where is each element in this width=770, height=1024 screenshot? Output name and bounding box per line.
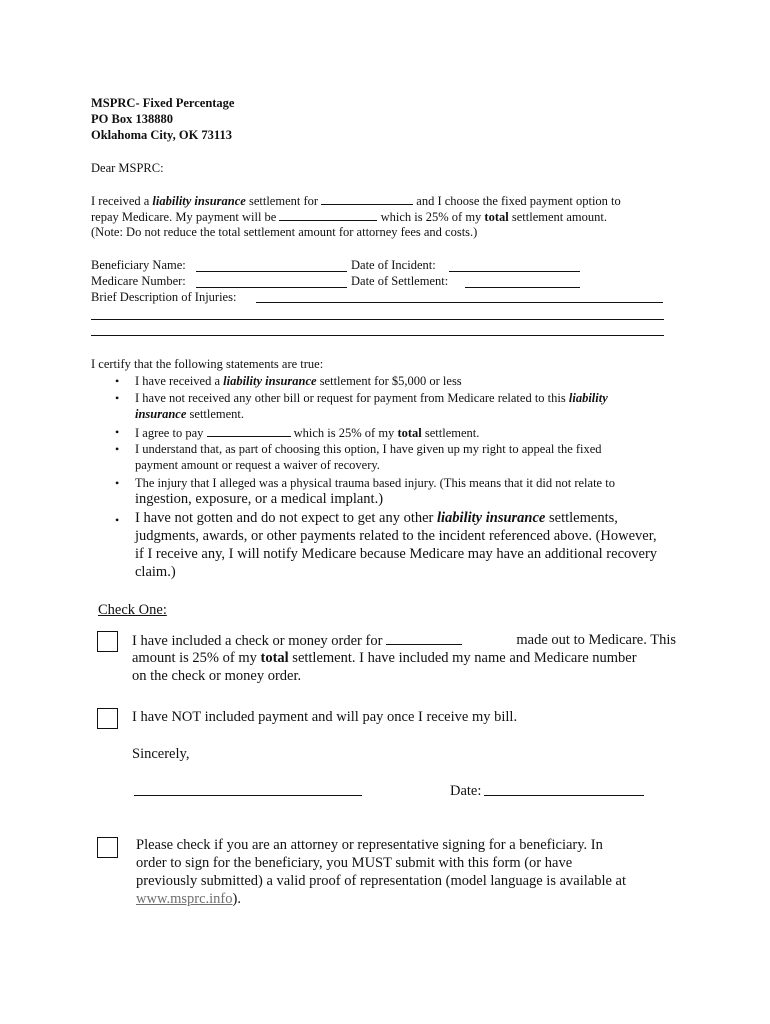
certify-heading: I certify that the following statements are true: <box>91 357 324 371</box>
medicare-number-label: Medicare Number: <box>91 274 186 288</box>
msprc-link[interactable]: www.msprc.info <box>136 891 233 907</box>
address-line-2: PO Box 138880 <box>91 112 173 126</box>
certify-text: settlement. <box>186 407 245 421</box>
option-1-line-3: on the check or money order. <box>132 668 302 684</box>
salutation: Dear MSPRC: <box>91 161 164 175</box>
certify-item-2-cont <box>135 406 244 422</box>
date-of-settlement-label: Date of Settlement: <box>351 274 449 288</box>
injuries-field-line-1[interactable] <box>256 302 663 303</box>
bullet-icon: • <box>115 391 120 405</box>
attorney-checkbox[interactable] <box>97 837 118 858</box>
certify-item-3 <box>135 424 479 441</box>
certify-total: total <box>397 426 422 440</box>
beneficiary-name-label: Beneficiary Name: <box>91 258 186 272</box>
certify-text: which is 25% of my <box>290 426 398 440</box>
attorney-line-2: order to sign for the beneficiary, you MUST submit with this form (or have <box>136 855 573 871</box>
attorney-line-4 <box>136 890 241 909</box>
certify-item-4-line-2: payment amount or request a waiver of recovery. <box>135 458 380 472</box>
attorney-line-1: Please check if you are an attorney or representative signing for a beneficiary. In <box>136 837 603 853</box>
date-field[interactable] <box>484 795 644 796</box>
date-label: Date: <box>450 783 482 799</box>
certify-item-5-line-2: ingestion, exposure, or a medical implant.) <box>135 491 384 507</box>
injuries-label: Brief Description of Injuries: <box>91 290 237 304</box>
settlement-amount-blank[interactable] <box>321 192 413 205</box>
injuries-field-line-2[interactable] <box>91 319 664 320</box>
certify-item-6-line-3: if I receive any, I will notify Medicare because Medicare may have an additional recovery <box>135 546 658 562</box>
option-text: settlement. I have included my name and Medicare number <box>288 650 637 666</box>
signature-field[interactable] <box>134 795 362 796</box>
intro-text: settlement amount. <box>508 210 607 224</box>
certify-item-6-line-1 <box>135 509 618 528</box>
intro-emphasis: liability insurance <box>152 194 246 208</box>
certify-text: I have not received any other bill or request for payment from Medicare related to this <box>135 391 569 405</box>
intro-text: I received a <box>91 194 153 208</box>
option-text: made out to Medicare. This <box>516 632 676 648</box>
intro-text: and I choose the fixed payment option to <box>413 194 621 208</box>
certify-text: I agree to pay <box>135 426 207 440</box>
option-total: total <box>260 650 289 666</box>
option-1-line-1 <box>132 631 676 651</box>
option-2: I have NOT included payment and will pay once I receive my bill. <box>132 709 518 725</box>
certify-emphasis: insurance <box>135 407 187 421</box>
injuries-field-line-3[interactable] <box>91 335 664 336</box>
certify-text: settlement. <box>421 426 480 440</box>
certify-item-4-line-1: I understand that, as part of choosing this option, I have given up my right to appeal the fixed <box>135 442 602 456</box>
intro-text: settlement for <box>245 194 322 208</box>
check-one-heading: Check One: <box>98 602 167 618</box>
address-line-3: Oklahoma City, OK 73113 <box>91 128 232 142</box>
certify-emphasis: liability insurance <box>437 510 546 526</box>
attorney-line-3: previously submitted) a valid proof of representation (model language is available at <box>136 873 627 889</box>
date-of-incident-field[interactable] <box>449 271 580 272</box>
certify-emphasis: liability <box>568 391 608 405</box>
certify-item-6-line-2: judgments, awards, or other payments related to the incident referenced above. (However, <box>135 528 657 544</box>
address-line-1: MSPRC- Fixed Percentage <box>91 96 235 110</box>
date-of-settlement-field[interactable] <box>465 287 580 288</box>
certify-item-5-line-1: The injury that I alleged was a physical trauma based injury. (This means that it did not relate to <box>135 476 615 490</box>
bullet-icon: • <box>115 425 120 439</box>
include-payment-checkbox[interactable] <box>97 631 118 652</box>
date-of-incident-label: Date of Incident: <box>351 258 436 272</box>
no-payment-checkbox[interactable] <box>97 708 118 729</box>
attorney-tail: ). <box>232 891 241 907</box>
certify-text: I have not gotten and do not expect to get any other <box>135 510 437 526</box>
beneficiary-name-field[interactable] <box>196 271 347 272</box>
intro-text: repay Medicare. My payment will be <box>91 210 280 224</box>
certify-text: settlements, <box>545 510 618 526</box>
option-text: I have included a check or money order for <box>132 633 387 649</box>
option-text: amount is 25% of my <box>132 650 261 666</box>
check-amount-blank[interactable] <box>386 631 462 645</box>
certify-text: I have received a <box>135 374 224 388</box>
bullet-icon: • <box>115 476 120 490</box>
bullet-icon: • <box>115 374 120 388</box>
intro-note: (Note: Do not reduce the total settlement amount for attorney fees and costs.) <box>91 225 478 239</box>
bullet-icon: • <box>115 442 120 456</box>
intro-line-1 <box>91 192 621 209</box>
agree-amount-blank[interactable] <box>207 424 291 437</box>
sincerely: Sincerely, <box>132 746 190 762</box>
medicare-number-field[interactable] <box>196 287 347 288</box>
intro-text: which is 25% of my <box>377 210 485 224</box>
intro-total: total <box>484 210 509 224</box>
bullet-icon: • <box>115 513 120 527</box>
certify-text: settlement for $5,000 or less <box>316 374 462 388</box>
certify-item-1 <box>135 373 462 389</box>
certify-item-6-line-4: claim.) <box>135 564 176 580</box>
certify-item-2 <box>135 390 608 406</box>
intro-line-2 <box>91 208 607 225</box>
payment-amount-blank[interactable] <box>279 208 377 221</box>
certify-emphasis: liability insurance <box>223 374 317 388</box>
option-1-line-2 <box>132 649 637 668</box>
